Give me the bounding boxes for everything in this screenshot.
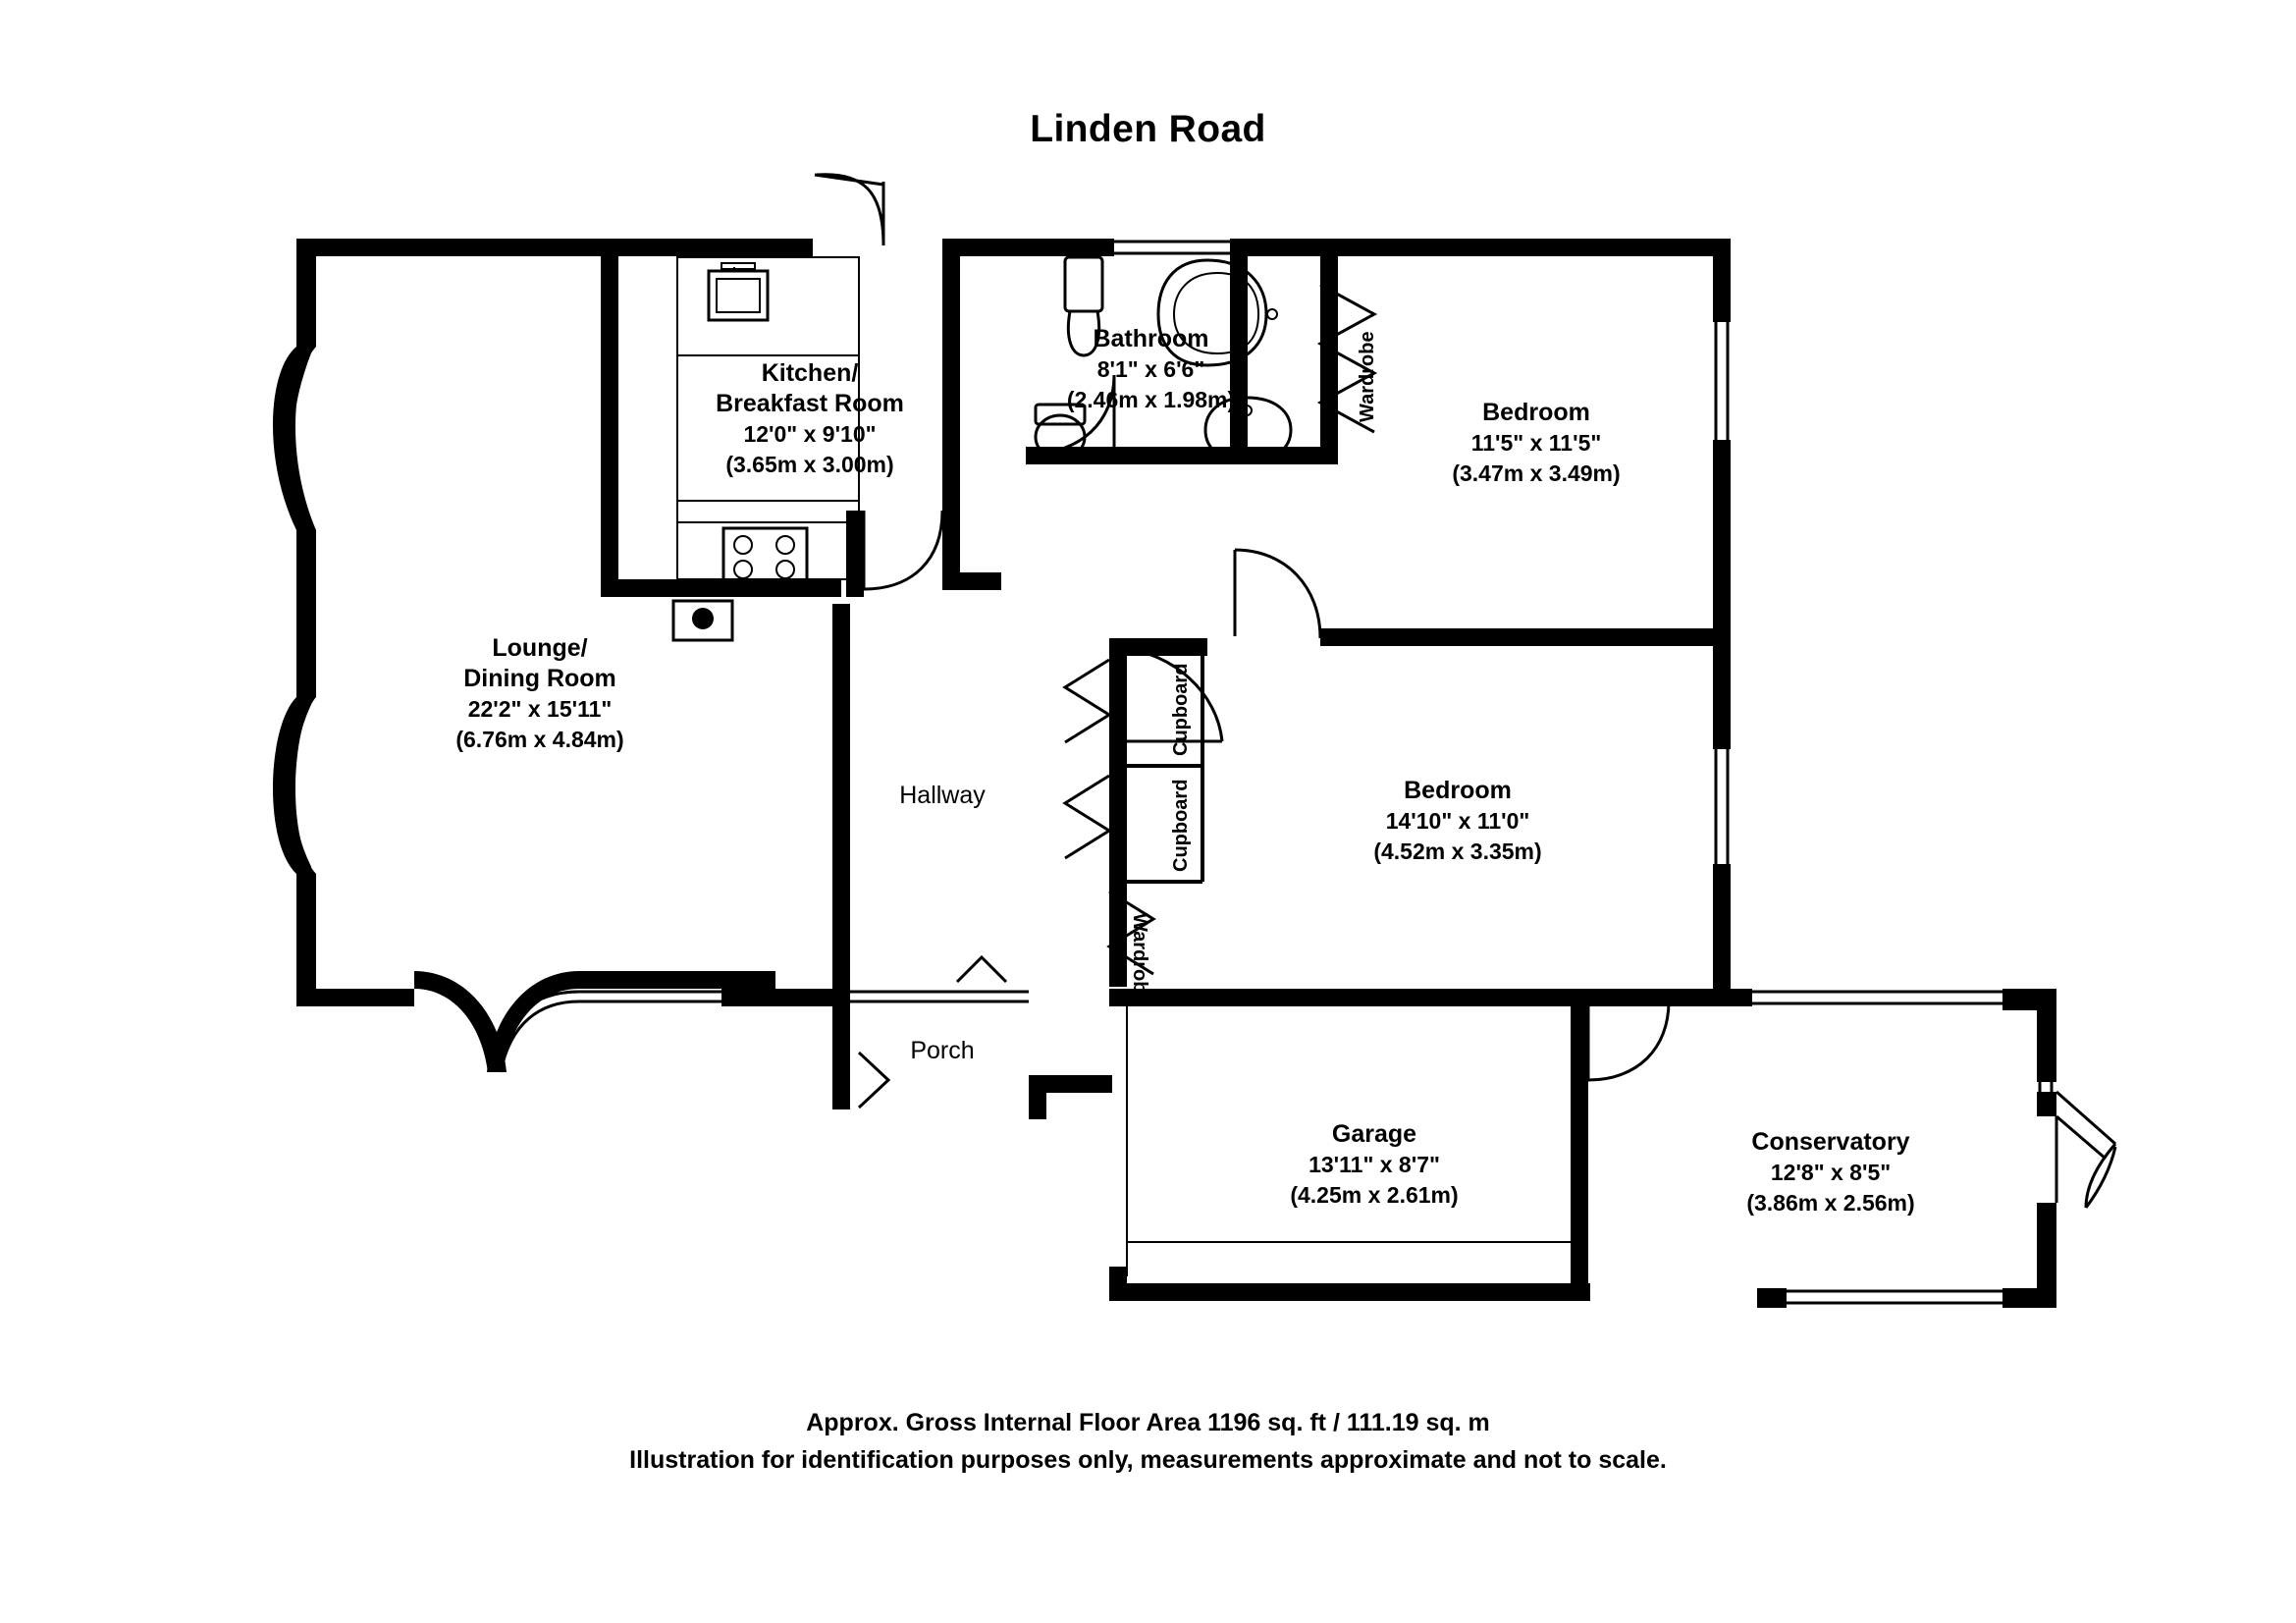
room-label-lounge: Lounge/ Dining Room 22'2" x 15'11" (6.76m x 4.84m) <box>455 634 624 752</box>
room-label-garage: Garage 13'11" x 8'7" (4.25m x 2.61m) <box>1290 1120 1459 1208</box>
wall-top-bathroom-bedroom <box>1230 239 1731 256</box>
wall-garage-left-top <box>1109 989 1127 1003</box>
label-wardrobe-hallway: Wardrobe <box>1129 913 1150 1004</box>
wall-right-b1-b <box>1713 440 1731 749</box>
footer-area-line: Approx. Gross Internal Floor Area 1196 sq. ft / 111.19 sq. m <box>806 1409 1490 1436</box>
room-label-bedroom-2: Bedroom 14'10" x 11'0" (4.52m x 3.35m) <box>1373 777 1542 864</box>
wall-bottom-lounge-left <box>296 989 414 1006</box>
wall-bottom-lounge-right <box>721 989 849 1006</box>
label-wardrobe-bathroom: Wardrobe <box>1357 331 1378 422</box>
wall-cons-bottomright <box>2002 1288 2056 1308</box>
room-label-bathroom: Bathroom 8'1" x 6'6" (2.46m x 1.98m) <box>1066 325 1236 412</box>
room-label-hallway: Hallway <box>899 782 986 809</box>
wall-left-lower <box>296 874 316 1006</box>
wall-cons-bottomleft <box>1757 1288 1787 1308</box>
wall-right-b2-b <box>1713 864 1731 997</box>
footer-notes <box>0 1404 2296 1479</box>
wall-cons-right-corner <box>2037 1092 2056 1116</box>
wall-bedroom2-left <box>1109 638 1127 987</box>
wall-garage-bottom-right <box>1433 1283 1590 1301</box>
wall-garage-bottom <box>1109 1283 1433 1301</box>
wall-wardrobe-right <box>1320 250 1338 464</box>
wall-bottom-curve-right <box>487 971 775 1072</box>
page-title: Linden Road <box>1030 108 1266 150</box>
room-label-porch: Porch <box>910 1037 975 1064</box>
wall-porch-left <box>832 1080 850 1109</box>
wall-kitchen-right-lower <box>846 511 864 597</box>
wall-cons-topleft <box>1731 989 1752 1006</box>
wall-garage-right <box>1571 1006 1588 1301</box>
wall-bedroom1-bottom <box>1320 628 1731 646</box>
wall-left-middle <box>296 530 316 697</box>
wall-garage-top-right <box>1588 989 1745 1006</box>
wall-right-b1-a <box>1713 239 1731 322</box>
wall-garage-top <box>1109 989 1590 1006</box>
room-label-bedroom-1: Bedroom 11'5" x 11'5" (3.47m x 3.49m) <box>1452 399 1621 486</box>
room-label-conservatory: Conservatory 12'8" x 8'5" (3.86m x 2.56m) <box>1746 1128 1915 1216</box>
label-cupboard-upper: Cupboard <box>1170 663 1192 756</box>
wall-hall-bottom-stub <box>942 572 1001 590</box>
footer-disclaimer-line: Illustration for identification purposes only, measurements approximate and not to scale. <box>629 1446 1667 1474</box>
wall-kitchen-left <box>601 239 618 597</box>
room-label-kitchen: Kitchen/ Breakfast Room 12'0" x 9'10" (3.65m x 3.00m) <box>716 359 904 477</box>
label-cupboard-lower: Cupboard <box>1170 779 1192 872</box>
wall-porch-vert <box>1029 1075 1046 1119</box>
wall-top-left <box>296 239 689 256</box>
wall-left-upper <box>296 239 316 347</box>
